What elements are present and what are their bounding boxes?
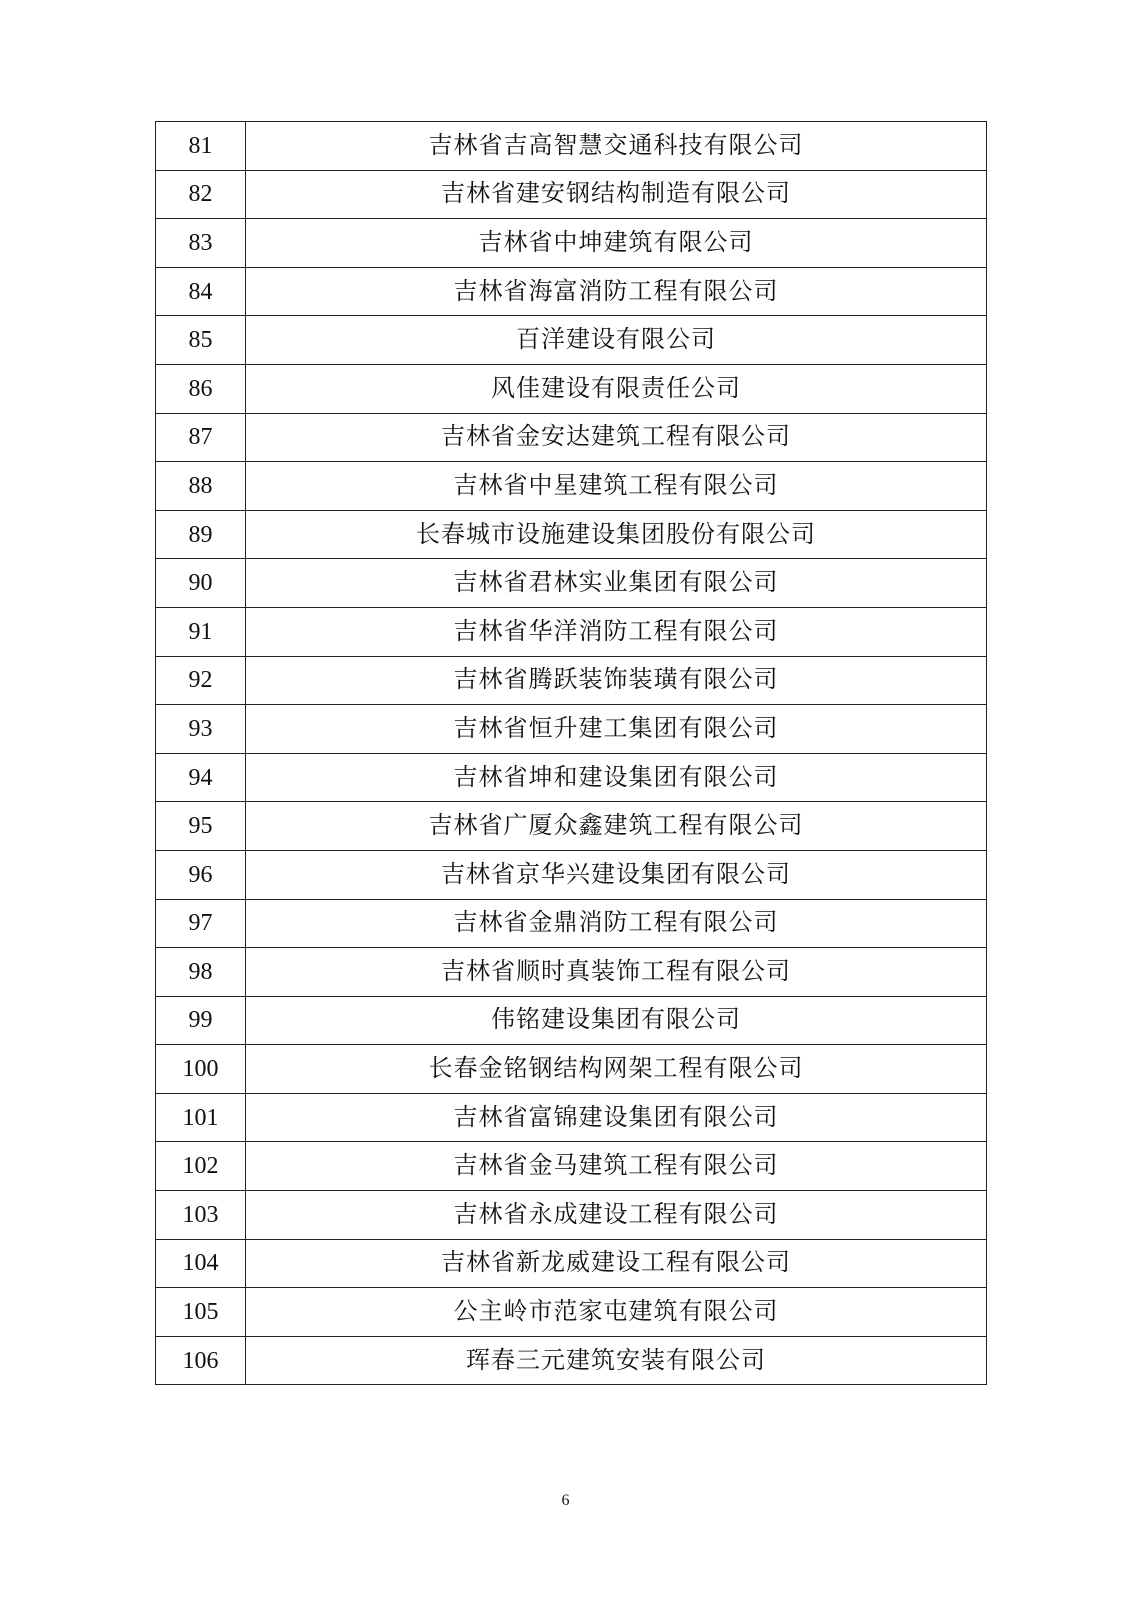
row-number: 81 xyxy=(156,122,246,171)
company-name: 长春金铭钢结构网架工程有限公司 xyxy=(246,1045,987,1094)
table-row xyxy=(156,996,987,1045)
company-name: 百洋建设有限公司 xyxy=(246,316,987,365)
company-name: 吉林省金鼎消防工程有限公司 xyxy=(246,899,987,948)
company-name: 吉林省中坤建筑有限公司 xyxy=(246,219,987,268)
row-number: 93 xyxy=(156,705,246,754)
company-name: 吉林省建安钢结构制造有限公司 xyxy=(246,170,987,219)
table-row xyxy=(156,122,987,171)
row-number: 97 xyxy=(156,899,246,948)
row-number: 88 xyxy=(156,462,246,511)
row-number: 105 xyxy=(156,1288,246,1337)
company-name: 珲春三元建筑安装有限公司 xyxy=(246,1336,987,1385)
table-row xyxy=(156,219,987,268)
table-row xyxy=(156,267,987,316)
row-number: 94 xyxy=(156,753,246,802)
row-number: 96 xyxy=(156,850,246,899)
company-name: 吉林省中星建筑工程有限公司 xyxy=(246,462,987,511)
table-row xyxy=(156,607,987,656)
row-number: 95 xyxy=(156,802,246,851)
company-name: 伟铭建设集团有限公司 xyxy=(246,996,987,1045)
company-name: 风佳建设有限责任公司 xyxy=(246,364,987,413)
row-number: 92 xyxy=(156,656,246,705)
table-row xyxy=(156,753,987,802)
row-number: 87 xyxy=(156,413,246,462)
row-number: 100 xyxy=(156,1045,246,1094)
company-name: 吉林省新龙威建设工程有限公司 xyxy=(246,1239,987,1288)
table-row xyxy=(156,1288,987,1337)
table-row xyxy=(156,364,987,413)
company-name: 公主岭市范家屯建筑有限公司 xyxy=(246,1288,987,1337)
company-name: 吉林省金马建筑工程有限公司 xyxy=(246,1142,987,1191)
table-row xyxy=(156,1142,987,1191)
company-name: 吉林省坤和建设集团有限公司 xyxy=(246,753,987,802)
table-row xyxy=(156,802,987,851)
table-row xyxy=(156,413,987,462)
table-row xyxy=(156,948,987,997)
row-number: 85 xyxy=(156,316,246,365)
row-number: 104 xyxy=(156,1239,246,1288)
row-number: 82 xyxy=(156,170,246,219)
company-name: 吉林省海富消防工程有限公司 xyxy=(246,267,987,316)
table-row xyxy=(156,1045,987,1094)
row-number: 106 xyxy=(156,1336,246,1385)
row-number: 84 xyxy=(156,267,246,316)
table-row xyxy=(156,656,987,705)
row-number: 99 xyxy=(156,996,246,1045)
table-row xyxy=(156,559,987,608)
company-name: 吉林省吉高智慧交通科技有限公司 xyxy=(246,122,987,171)
page-number: 6 xyxy=(561,1492,570,1509)
row-number: 103 xyxy=(156,1191,246,1240)
table-row xyxy=(156,1093,987,1142)
company-name: 吉林省顺时真装饰工程有限公司 xyxy=(246,948,987,997)
company-name: 吉林省金安达建筑工程有限公司 xyxy=(246,413,987,462)
table-row xyxy=(156,1239,987,1288)
row-number: 89 xyxy=(156,510,246,559)
table-row xyxy=(156,1191,987,1240)
row-number: 86 xyxy=(156,364,246,413)
company-name: 吉林省恒升建工集团有限公司 xyxy=(246,705,987,754)
company-name: 吉林省京华兴建设集团有限公司 xyxy=(246,850,987,899)
table-row xyxy=(156,850,987,899)
company-name: 长春城市设施建设集团股份有限公司 xyxy=(246,510,987,559)
table-row xyxy=(156,170,987,219)
table-row xyxy=(156,316,987,365)
table-row xyxy=(156,462,987,511)
company-name: 吉林省永成建设工程有限公司 xyxy=(246,1191,987,1240)
company-name: 吉林省腾跃装饰装璜有限公司 xyxy=(246,656,987,705)
company-name: 吉林省富锦建设集团有限公司 xyxy=(246,1093,987,1142)
table-row xyxy=(156,899,987,948)
company-list-table xyxy=(155,121,987,1385)
company-name: 吉林省广厦众鑫建筑工程有限公司 xyxy=(246,802,987,851)
row-number: 90 xyxy=(156,559,246,608)
company-name: 吉林省君林实业集团有限公司 xyxy=(246,559,987,608)
table-row xyxy=(156,705,987,754)
row-number: 83 xyxy=(156,219,246,268)
row-number: 98 xyxy=(156,948,246,997)
row-number: 101 xyxy=(156,1093,246,1142)
company-name: 吉林省华洋消防工程有限公司 xyxy=(246,607,987,656)
row-number: 91 xyxy=(156,607,246,656)
table-row xyxy=(156,1336,987,1385)
row-number: 102 xyxy=(156,1142,246,1191)
table-row xyxy=(156,510,987,559)
